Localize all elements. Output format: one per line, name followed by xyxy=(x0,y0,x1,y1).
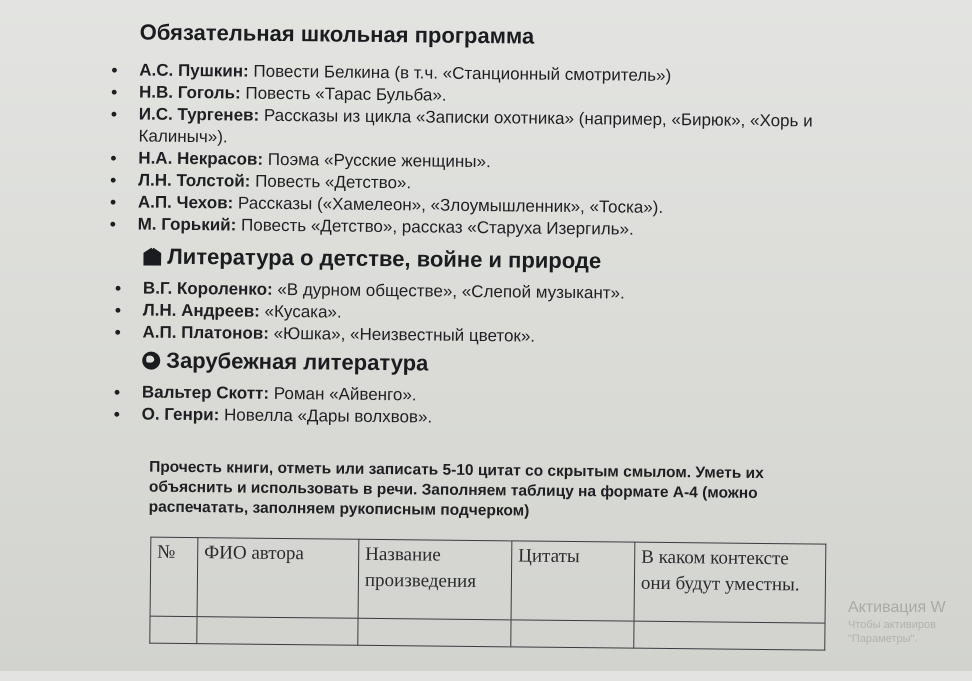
col-context: В каком контексте они будут уместны. xyxy=(634,542,826,623)
quotes-table xyxy=(149,537,826,651)
col-work-title: Название произведения xyxy=(358,539,512,620)
table-cell xyxy=(150,616,197,643)
globe-icon xyxy=(142,352,160,370)
activation-watermark: Активация W Чтобы активиров "Параметры". xyxy=(848,599,946,645)
program-list xyxy=(110,59,860,243)
list-item: • Л.Н. Андреев: «Кусака». xyxy=(115,299,625,326)
list-item: • А.С. Пушкин: Повести Белкина (в т.ч. «Станционный смотритель») xyxy=(111,59,859,89)
book-icon xyxy=(143,248,161,266)
col-author: ФИО автора xyxy=(197,538,359,619)
table-cell xyxy=(197,617,358,646)
list-item: • А.П. Чехов: Рассказы («Хамелеон», «Злоумышленник», «Тоска»). xyxy=(110,191,858,221)
list-item: • В.Г. Короленко: «В дурном обществе», «Слепой музыкант». xyxy=(115,277,625,304)
section-title-program: Обязательная школьная программа xyxy=(139,19,535,49)
instruction-note: Прочесть книги, отметь или записать 5-10 цитат со скрытым смылом. Уметь их объяснить и использовать в речи. Заполняем таблицу на формате А-4 (можно распечатать, заполняем рукописным подчерком) xyxy=(148,458,764,520)
section-title-childhood: Литература о детстве, войне и природе xyxy=(143,244,601,275)
list-item: • О. Генри: Новелла «Дары волхвов». xyxy=(114,403,433,428)
col-number: № xyxy=(150,537,198,616)
list-item: • Н.В. Гоголь: Повесть «Тарас Бульба». xyxy=(111,81,859,111)
list-item: • Н.А. Некрасов: Поэма «Русские женщины». xyxy=(110,147,858,177)
foreign-list xyxy=(114,381,433,428)
list-item: • А.П. Платонов: «Юшка», «Неизвестный цветок». xyxy=(114,321,624,348)
table-cell xyxy=(358,618,511,647)
list-item: • Л.Н. Толстой: Повесть «Детство». xyxy=(110,169,858,199)
col-quotes: Цитаты xyxy=(511,541,635,621)
section-title-foreign: Зарубежная литература xyxy=(142,348,428,377)
list-item: • Вальтер Скотт: Роман «Айвенго». xyxy=(114,381,433,406)
table-cell xyxy=(634,621,825,650)
table-cell xyxy=(511,620,634,648)
childhood-list xyxy=(114,277,624,348)
list-item: • И.С. Тургенев: Рассказы из цикла «Записки охотника» (например, «Бирюк», «Хорь и Калиныч»). xyxy=(110,103,858,155)
list-item: • М. Горький: Повесть «Детство», рассказ «Старуха Изергиль». xyxy=(110,213,858,243)
table-row xyxy=(150,616,825,650)
